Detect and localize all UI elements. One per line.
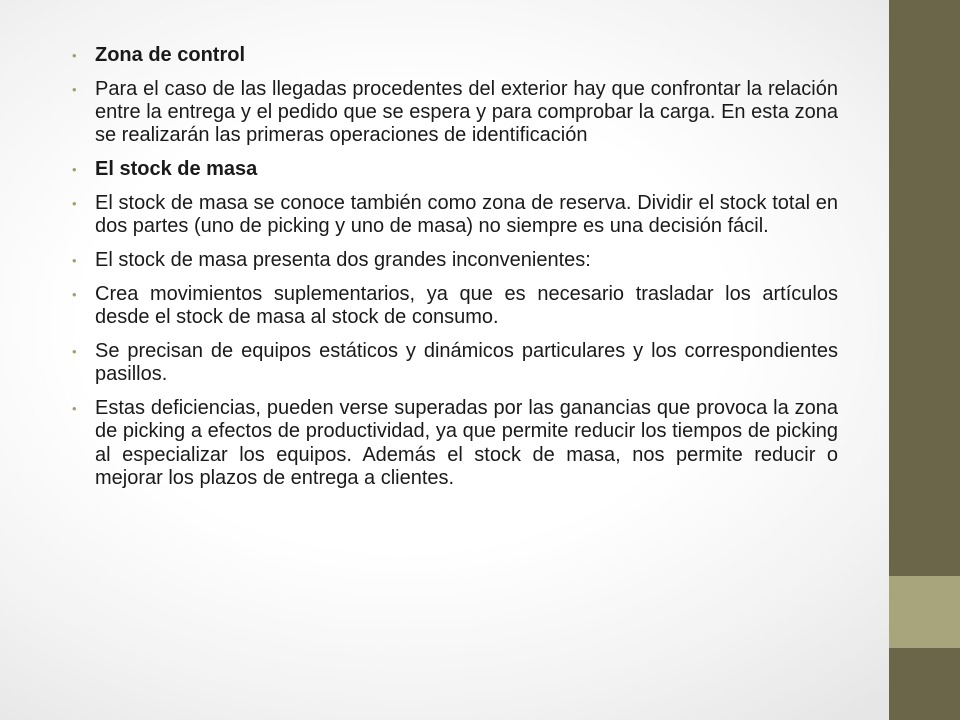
bullet-item-zona-reserva	[70, 192, 838, 239]
bullet-dot-icon: •	[72, 253, 77, 269]
bullet-dot-icon: •	[72, 81, 77, 97]
bullet-text: Se precisan de equipos estáticos y dinámicos particulares y los correspondientes pasillos.	[95, 339, 838, 386]
bullet-text: El stock de masa presenta dos grandes inconvenientes:	[95, 249, 591, 272]
bullet-item-equipos	[70, 340, 838, 387]
bullet-dot-icon: •	[72, 162, 77, 178]
bullet-text: Zona de control	[95, 44, 245, 66]
bullet-text: Estas deficiencias, pueden verse superadas por las ganancias que provoca la zona de picking a efectos de productividad, ya que permite reducir los tiempos de picking al especializar los equipos. Además el stock de masa, nos permite reducir o mejorar los plazos de entrega a clientes.	[95, 397, 838, 489]
bullet-list	[70, 44, 838, 501]
bullet-text: El stock de masa	[95, 158, 258, 181]
bullet-text: Para el caso de las llegadas procedentes del exterior hay que confrontar la relación entre la entrega y el pedido que se espera y para comprobar la carga. En esta zona se realizarán las primeras operaciones de identificación	[95, 77, 838, 147]
bullet-item-heading-zona-control	[70, 44, 838, 67]
bullet-item-inconvenientes	[70, 249, 838, 272]
bullet-text: El stock de masa se conoce también como zona de reserva. Dividir el stock total en dos partes (uno de picking y uno de masa) no siempre es una decisión fácil.	[95, 191, 838, 238]
bullet-item-llegadas	[70, 78, 838, 148]
bullet-dot-icon: •	[72, 286, 77, 302]
sidebar-band-bottom	[889, 648, 960, 720]
bullet-item-heading-stock-masa	[70, 158, 838, 181]
bullet-dot-icon: •	[72, 195, 77, 211]
bullet-item-deficiencias	[70, 397, 838, 490]
bullet-dot-icon: •	[72, 48, 77, 63]
bullet-item-movimientos	[70, 283, 838, 330]
bullet-dot-icon: •	[72, 343, 77, 359]
bullet-dot-icon: •	[72, 401, 77, 417]
sidebar-band-middle	[889, 576, 960, 648]
sidebar-band-top	[889, 0, 960, 576]
bullet-text: Crea movimientos suplementarios, ya que es necesario trasladar los artículos desde el stock de masa al stock de consumo.	[95, 282, 838, 329]
